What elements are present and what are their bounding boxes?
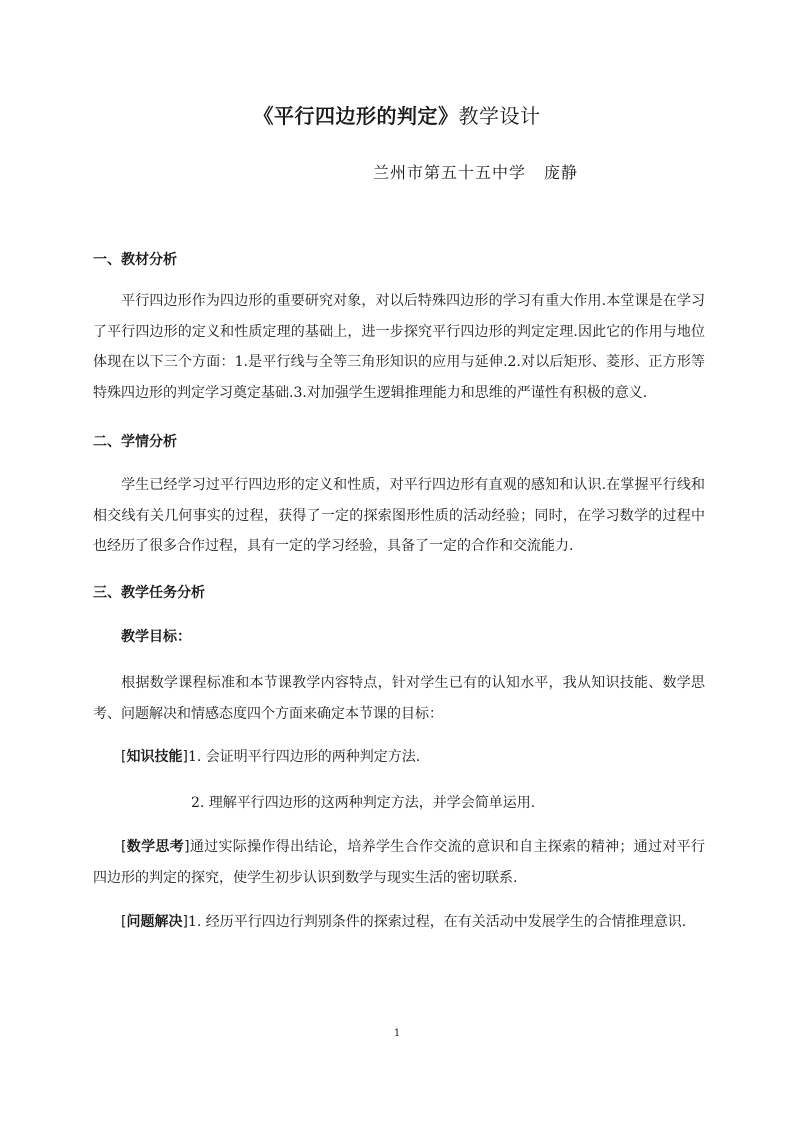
section-heading-task-analysis: 三、教学任务分析: [93, 585, 205, 601]
paragraph-text: 平行四边形作为四边形的重要研究对象，对以后特殊四边形的学习有重大作用.本堂课是在学习了平行四边形的定义和性质定理的基础上，进一步探究平行四边形的判定定理.因此它的作用与地位体现在以下三个方面：1.是平行线与全等三角形知识的应用与延伸.2.对以后矩形、菱形、正方形等特殊四边形的判定学习奠定基础.3.对加强学生逻辑推理能力和思维的严谨性有积极的意义.: [93, 293, 705, 401]
author-name: 庞静: [544, 163, 579, 182]
document-title-main: 《平行四边形的判定》: [253, 104, 459, 128]
math-thinking-text: 通过实际操作得出结论，培养学生合作交流的意识和自主探索的精神；通过对平行四边形的判定的探究，使学生初步认识到数学与现实生活的密切联系.: [93, 839, 705, 886]
section-paragraph-student-analysis: [93, 470, 705, 562]
math-thinking-paragraph: [93, 832, 705, 893]
section-heading-student-analysis: 二、学情分析: [93, 434, 177, 450]
knowledge-skills-tag: [知识技能]: [121, 749, 188, 765]
problem-solving-paragraph: [93, 907, 705, 938]
knowledge-skills-item-1: [121, 746, 420, 766]
author-line: [373, 160, 578, 183]
problem-solving-tag: [问题解决]: [121, 914, 188, 930]
math-thinking-tag: [数学思考]: [121, 839, 190, 855]
teaching-goals-intro: [93, 668, 705, 729]
section-heading-textbook-analysis: 一、教材分析: [93, 252, 177, 268]
document-title: [0, 100, 794, 129]
document-title-suffix: 教学设计: [458, 104, 541, 128]
teaching-goals-label: 教学目标：: [121, 629, 191, 645]
paragraph-text: 根据数学课程标准和本节课教学内容特点，针对学生已有的认知水平，我从知识技能、数学思考、问题解决和情感态度四个方面来确定本节课的目标：: [93, 675, 705, 722]
section-paragraph-textbook-analysis: [93, 286, 705, 408]
problem-solving-text: 1. 经历平行四边行判别条件的探索过程，在有关活动中发展学生的合情推理意识.: [187, 914, 687, 930]
knowledge-skills-item-2: 2. 理解平行四边形的这两种判定方法，并学会简单运用.: [191, 795, 536, 811]
page-number: 1: [393, 1028, 401, 1039]
knowledge-item-1-text: 1. 会证明平行四边形的两种判定方法.: [187, 749, 421, 765]
author-school: 兰州市第五十五中学: [373, 163, 527, 182]
paragraph-text: 学生已经学习过平行四边形的定义和性质，对平行四边形有直观的感知和认识.在掌握平行线和相交线有关几何事实的过程，获得了一定的探索图形性质的活动经验；同时，在学习数学的过程中也经历了很多合作过程，具有一定的学习经验，具备了一定的合作和交流能力.: [93, 477, 705, 554]
